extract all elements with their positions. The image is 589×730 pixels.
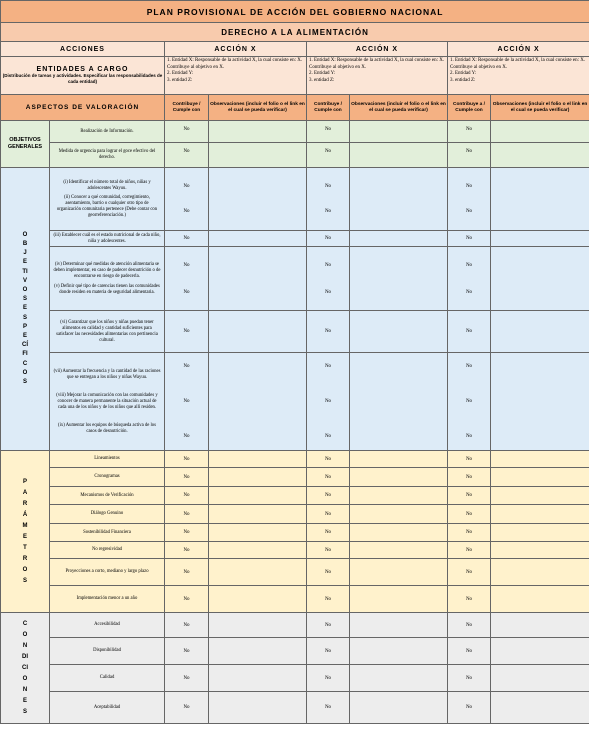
- cell-no: No: [448, 665, 491, 692]
- entidades-cell-1: [165, 57, 307, 95]
- row-label: Aceptabilidad: [50, 692, 165, 724]
- cell-observaciones: [209, 524, 307, 542]
- cell-observaciones: [350, 505, 448, 524]
- entidad-line: 2. Entidad Y:: [167, 71, 194, 76]
- cell-observaciones: [491, 311, 589, 353]
- cell-observaciones: [209, 168, 307, 231]
- section-label: PARÁMETROS: [22, 478, 28, 584]
- no-text: No: [183, 289, 190, 295]
- entidad-line: 2. Entidad Y:: [450, 71, 477, 76]
- cell-no: No: [165, 586, 209, 613]
- cell-no: [448, 353, 491, 451]
- contribuye-header: Contribuye / Cumple con: [307, 95, 350, 121]
- no-text: No: [324, 434, 332, 439]
- cell-no: No: [165, 487, 209, 505]
- cell-observaciones: [350, 692, 448, 724]
- cell-observaciones: [209, 505, 307, 524]
- entidad-line: 3. entidad Z:: [450, 77, 476, 83]
- cell-no: No: [448, 468, 491, 487]
- cell-observaciones: [491, 613, 589, 638]
- cell-no: No: [448, 143, 491, 168]
- cell-observaciones: [350, 559, 448, 586]
- row-label-part: (viii) Mejorar la comunicación con las comunidades y conocer de manera permanente la situación actual de cada una de los niños y de los niños que allí residen.: [56, 392, 158, 410]
- cell-no: No: [448, 311, 491, 353]
- cell-observaciones: [350, 353, 448, 451]
- row-label: Proyecciones a corto, mediano y largo plazo: [50, 559, 165, 586]
- cell-observaciones: [350, 121, 448, 143]
- no-text: No: [183, 209, 190, 214]
- cell-observaciones: [209, 559, 307, 586]
- cell-no: No: [307, 665, 350, 692]
- no-text: No: [324, 262, 332, 268]
- cell-observaciones: [209, 231, 307, 247]
- cell-observaciones: [209, 353, 307, 451]
- cell-observaciones: [209, 692, 307, 724]
- cell-no: No: [307, 487, 350, 505]
- cell-observaciones: [209, 468, 307, 487]
- no-text: No: [183, 184, 190, 189]
- cell-observaciones: [350, 613, 448, 638]
- cell-observaciones: [491, 143, 589, 168]
- cell-no: No: [165, 613, 209, 638]
- row-label: Cronogramas: [50, 468, 165, 487]
- cell-no: No: [448, 487, 491, 505]
- entidad-line: 3. entidad Z:: [309, 77, 335, 83]
- cell-observaciones: [350, 231, 448, 247]
- cell-no: No: [165, 505, 209, 524]
- cell-no: No: [448, 613, 491, 638]
- cell-observaciones: [491, 638, 589, 665]
- section-parametros: [1, 451, 50, 613]
- acciones-header: ACCIONES: [1, 42, 165, 57]
- no-text: No: [183, 399, 190, 404]
- cell-no: No: [307, 524, 350, 542]
- row-label: No regresividad: [50, 542, 165, 559]
- row-label-part: (v) Definir qué tipo de carencias tienen las comunidades donde residen en materia de seguridad alimentaria.: [54, 283, 160, 295]
- accion-header-3: ACCIÓN X: [448, 42, 589, 57]
- cell-observaciones: [209, 451, 307, 468]
- no-text: No: [324, 289, 332, 295]
- cell-observaciones: [350, 487, 448, 505]
- row-label: Lineamientos: [50, 451, 165, 468]
- cell-observaciones: [350, 468, 448, 487]
- cell-observaciones: [491, 231, 589, 247]
- row-label-part: (vii) Aumentar la frecuencia y la cantidad de las raciones que se entregan a los niños y niñas Wayuu.: [53, 368, 161, 380]
- cell-no: No: [165, 143, 209, 168]
- row-label: Disponibilidad: [50, 638, 165, 665]
- cell-no: No: [307, 231, 350, 247]
- cell-observaciones: [350, 665, 448, 692]
- cell-no: No: [165, 451, 209, 468]
- no-text: No: [324, 184, 332, 189]
- cell-observaciones: [209, 247, 307, 311]
- cell-no: [165, 168, 209, 231]
- no-text: No: [324, 209, 332, 214]
- cell-no: No: [307, 638, 350, 665]
- observaciones-header: Observaciones (incluir el folio o el link en el cual se pueda verificar): [209, 95, 307, 121]
- no-text: No: [465, 209, 473, 214]
- cell-no: No: [307, 586, 350, 613]
- cell-no: No: [165, 311, 209, 353]
- cell-no: No: [307, 542, 350, 559]
- cell-observaciones: [491, 247, 589, 311]
- cell-no: [307, 247, 350, 311]
- cell-no: No: [165, 524, 209, 542]
- observaciones-header: Observaciones (incluir el folio o el link en el cual se pueda verificar): [350, 95, 448, 121]
- row-label-part: (ix) Aumentar los equipos de búsqueda activa de los casos de desnutrición.: [58, 422, 156, 434]
- cell-observaciones: [491, 487, 589, 505]
- no-text: No: [465, 399, 473, 404]
- cell-observaciones: [209, 613, 307, 638]
- aspectos-header: ASPECTOS DE VALORACIÓN: [1, 95, 165, 121]
- cell-no: No: [165, 542, 209, 559]
- row-label: Sostenibilidad Financiera: [50, 524, 165, 542]
- cell-observaciones: [491, 468, 589, 487]
- cell-no: No: [307, 505, 350, 524]
- cell-observaciones: [209, 638, 307, 665]
- row-label: Accesibilidad: [50, 613, 165, 638]
- cell-observaciones: [350, 451, 448, 468]
- section-objetivos-especificos: [1, 168, 50, 451]
- cell-no: No: [448, 524, 491, 542]
- no-text: No: [465, 184, 473, 189]
- row-label: (iii) Establecer cuál es el estado nutricional de cada niño, niña y adolescentes.: [50, 231, 165, 247]
- section-condiciones: [1, 613, 50, 724]
- row-label: Calidad: [50, 665, 165, 692]
- no-text: No: [183, 262, 190, 268]
- entidad-line: 3. entidad Z:: [167, 77, 193, 83]
- cell-no: [307, 168, 350, 231]
- cell-no: [307, 353, 350, 451]
- accion-header-2: ACCIÓN X: [307, 42, 448, 57]
- cell-observaciones: [491, 451, 589, 468]
- row-label: [50, 353, 165, 451]
- cell-observaciones: [491, 168, 589, 231]
- cell-observaciones: [491, 586, 589, 613]
- cell-no: No: [448, 638, 491, 665]
- page-title: PLAN PROVISIONAL DE ACCIÓN DEL GOBIERNO NACIONAL: [1, 1, 589, 23]
- cell-no: No: [307, 559, 350, 586]
- observaciones-header: Observaciones (incluir el folio o el link en el cual se pueda verificar): [491, 95, 589, 121]
- contribuye-header: Contribuye a / Cumple con: [448, 95, 491, 121]
- row-label: Diálogo Genuino: [50, 505, 165, 524]
- cell-no: [165, 353, 209, 451]
- cell-observaciones: [350, 542, 448, 559]
- cell-no: No: [448, 542, 491, 559]
- cell-observaciones: [350, 638, 448, 665]
- contribuye-header: Contribuye / Cumple con: [165, 95, 209, 121]
- cell-no: No: [448, 586, 491, 613]
- cell-observaciones: [209, 487, 307, 505]
- entidades-cell-2: [307, 57, 448, 95]
- row-label-part: (i) Identificar el número total de niños, niñas y adolescentes Wayuu.: [63, 179, 151, 191]
- cell-no: No: [307, 451, 350, 468]
- cell-no: No: [448, 121, 491, 143]
- cell-observaciones: [350, 143, 448, 168]
- cell-observaciones: [209, 665, 307, 692]
- accion-header-1: ACCIÓN X: [165, 42, 307, 57]
- entidad-line: 2. Entidad Y:: [309, 71, 336, 76]
- cell-no: No: [165, 121, 209, 143]
- entidades-header: [1, 57, 165, 95]
- cell-observaciones: [350, 168, 448, 231]
- no-text: No: [465, 262, 473, 268]
- no-text: No: [183, 434, 190, 439]
- entidad-line: 1. Entidad X: Responsable de la actividad X, la cual consiste en: X. Contribuye al objetivo en X.: [167, 58, 303, 70]
- entidad-line: 1. Entidad X: Responsable de la actividad X, la cual consiste en: X. Contribuye al objetivo en X.: [309, 58, 445, 70]
- no-text: No: [465, 434, 473, 439]
- section-objetivos-generales: OBJETIVOS GENERALES: [1, 121, 50, 168]
- cell-no: No: [165, 665, 209, 692]
- row-label: (vi) Garantizar que los niños y niñas puedan tener alimentos en calidad y cantidad suficientes para satisfacer las necesidades alimentarias con pertinencia cultural.: [50, 311, 165, 353]
- section-label: CONDICIONES: [22, 620, 28, 715]
- row-label: Implementación menor a un año: [50, 586, 165, 613]
- cell-observaciones: [350, 524, 448, 542]
- cell-no: No: [448, 559, 491, 586]
- cell-no: No: [165, 638, 209, 665]
- cell-observaciones: [491, 559, 589, 586]
- cell-observaciones: [350, 247, 448, 311]
- cell-observaciones: [491, 524, 589, 542]
- cell-no: [448, 168, 491, 231]
- cell-no: No: [165, 692, 209, 724]
- cell-observaciones: [350, 586, 448, 613]
- row-label: [50, 168, 165, 231]
- entidades-label: ENTIDADES A CARGO: [36, 66, 129, 73]
- cell-no: No: [165, 231, 209, 247]
- cell-no: No: [307, 143, 350, 168]
- cell-no: No: [448, 451, 491, 468]
- no-text: No: [465, 364, 473, 369]
- cell-no: [448, 247, 491, 311]
- cell-observaciones: [209, 311, 307, 353]
- entidades-cell-3: [448, 57, 589, 95]
- no-text: No: [183, 364, 190, 369]
- cell-no: No: [448, 692, 491, 724]
- cell-observaciones: [209, 586, 307, 613]
- cell-no: No: [307, 311, 350, 353]
- cell-observaciones: [209, 121, 307, 143]
- no-text: No: [465, 289, 473, 295]
- entidades-sublabel: (Distribución de tareas y actividades. Especificar las responsabilidades de cada entidad): [2, 73, 163, 84]
- entidad-line: 1. Entidad X: Responsable de la actividad X, la cual consiste en: X. Contribuye al objetivo en X.: [450, 58, 586, 70]
- cell-no: No: [307, 613, 350, 638]
- cell-no: No: [448, 231, 491, 247]
- cell-observaciones: [491, 692, 589, 724]
- cell-no: [165, 247, 209, 311]
- cell-no: No: [165, 468, 209, 487]
- cell-no: No: [448, 505, 491, 524]
- row-label-part: (ii) Conocer a qué comunidad, corregimiento, asentamiento, barrio o cualquier otro tipo de organización comunitaria pertenece (Debe contar con georreferenciación.): [56, 194, 158, 218]
- cell-observaciones: [491, 121, 589, 143]
- cell-observaciones: [491, 353, 589, 451]
- no-text: No: [324, 399, 332, 404]
- row-label-part: (iv) Determinar qué medidas de atención alimentaria se deben implementar, en caso de padecer desnutrición o de encontrarse en riesgo de padecerla.: [53, 261, 161, 279]
- cell-no: No: [307, 692, 350, 724]
- cell-observaciones: [350, 311, 448, 353]
- cell-observaciones: [491, 505, 589, 524]
- cell-no: No: [307, 121, 350, 143]
- row-label: Realización de Información.: [50, 121, 165, 143]
- row-label: Mecanismos de Verificación: [50, 487, 165, 505]
- page-subtitle: DERECHO A LA ALIMENTACIÓN: [1, 23, 589, 42]
- row-label: [50, 247, 165, 311]
- cell-observaciones: [209, 542, 307, 559]
- cell-observaciones: [491, 542, 589, 559]
- cell-observaciones: [491, 665, 589, 692]
- no-text: No: [324, 364, 332, 369]
- cell-observaciones: [209, 143, 307, 168]
- section-label: OBJETIVOS ESPECÍFICOS: [22, 231, 28, 386]
- cell-no: No: [307, 468, 350, 487]
- cell-no: No: [165, 559, 209, 586]
- row-label: Medida de urgencia para lograr el goce efectivo del derecho.: [50, 143, 165, 168]
